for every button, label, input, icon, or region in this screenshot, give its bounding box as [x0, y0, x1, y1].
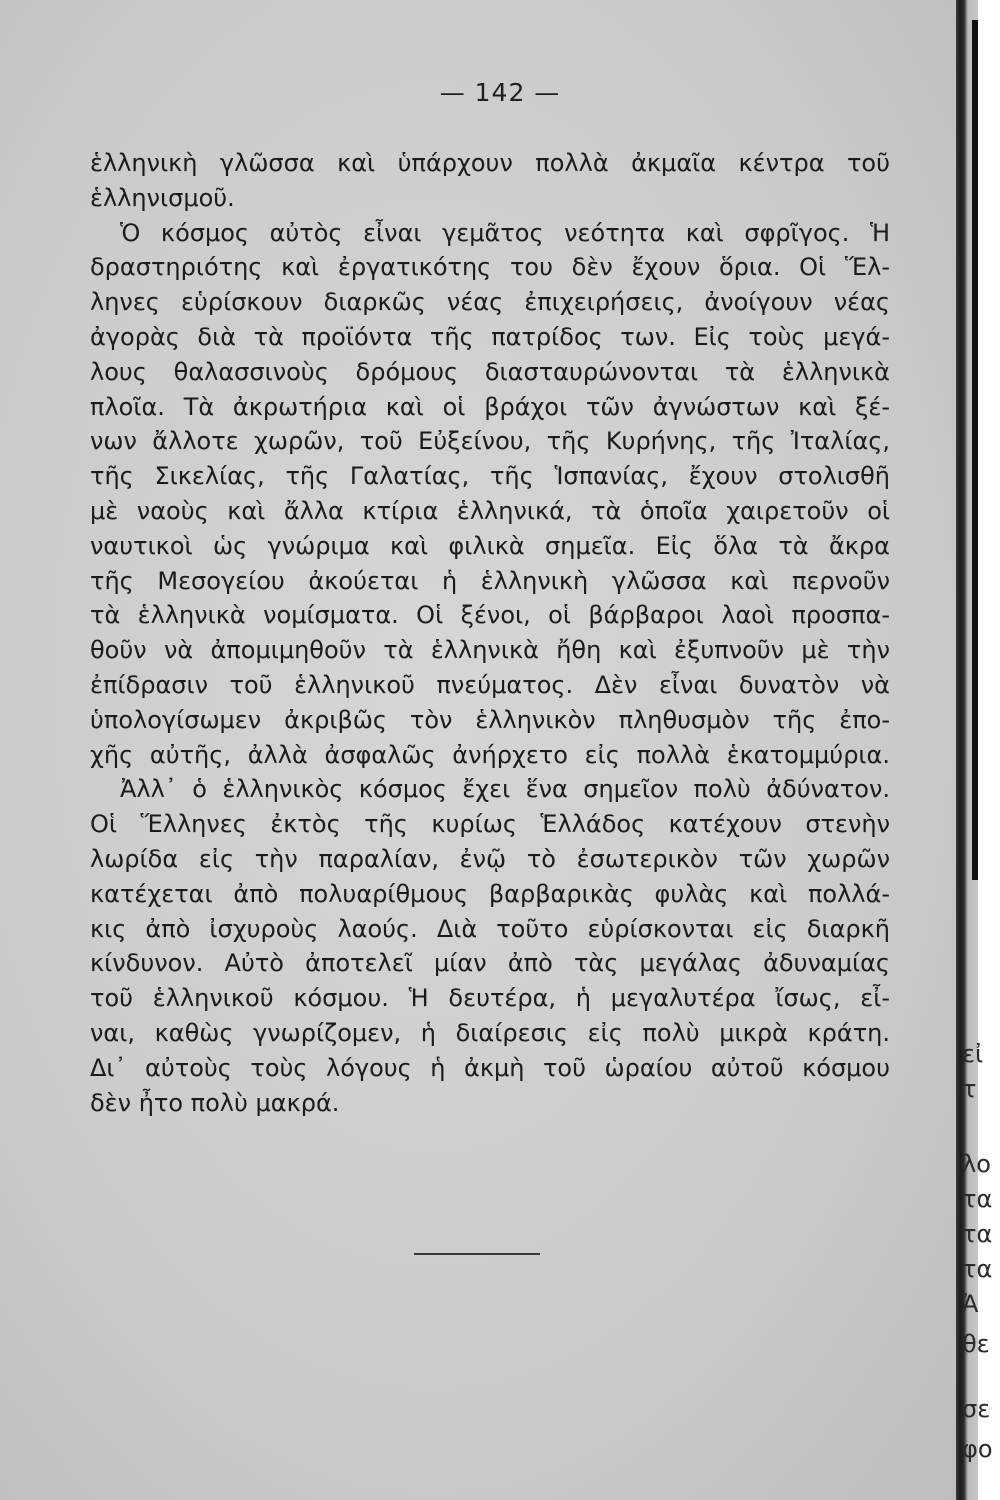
- text-line: κατέχεται ἀπὸ πολυαρίθμους βαρβαρικὰς φυλὰς καὶ πολλά-: [90, 879, 890, 908]
- text-line: θοῦν νὰ ἀπομιμηθοῦν τὰ ἑλληνικὰ ἤθη καὶ ἐξυπνοῦν μὲ τὴν: [90, 636, 890, 665]
- edge-letter: θε: [962, 1330, 990, 1358]
- text-line: ἐπίδρασιν τοῦ ἑλληνικοῦ πνεύματος. Δὲν εἶναι δυνατὸν νὰ: [90, 670, 890, 699]
- body-text: [90, 146, 890, 1120]
- edge-letter: τα: [962, 1255, 993, 1283]
- text-line: Οἱ Ἕλληνες ἐκτὸς τῆς κυρίως Ἑλλάδος κατέχουν στενὴν: [90, 810, 890, 839]
- text-line: ἀγορὰς διὰ τὰ προϊόντα τῆς πατρίδος των. Εἰς τοὺς μεγά-: [90, 322, 890, 351]
- text-line: κίνδυνον. Αὐτὸ ἀποτελεῖ μίαν ἀπὸ τὰς μεγάλας ἀδυναμίας: [90, 949, 890, 978]
- edge-letter: λο: [962, 1150, 991, 1178]
- text-line: λωρίδα εἰς τὴν παραλίαν, ἐνῷ τὸ ἐσωτερικὸν τῶν χωρῶν: [90, 844, 890, 873]
- text-line: μὲ ναοὺς καὶ ἄλλα κτίρια ἑλληνικά, τὰ ὁποῖα χαιρετοῦν οἱ: [90, 496, 890, 525]
- edge-letter: τ: [962, 1075, 977, 1103]
- end-rule: [414, 1253, 540, 1255]
- page-number: — 142 —: [439, 78, 561, 107]
- text-line: τοῦ ἑλληνικοῦ κόσμου. Ἡ δευτέρα, ἡ μεγαλυτέρα ἴσως, εἶ-: [90, 984, 890, 1013]
- text-line: Δι᾿ αὐτοὺς τοὺς λόγους ἡ ἀκμὴ τοῦ ὡραίου αὐτοῦ κόσμου: [90, 1053, 890, 1082]
- edge-letter: τα: [962, 1185, 993, 1213]
- text-line: Ὁ κόσμος αὐτὸς εἶναι γεμᾶτος νεότητα καὶ σφρῖγος. Ἡ: [120, 218, 890, 247]
- text-line: ναυτικοὶ ὡς γνώριμα καὶ φιλικὰ σημεῖα. Εἰς ὅλα τὰ ἄκρα: [90, 531, 890, 560]
- text-line: κις ἀπὸ ἰσχυροὺς λαούς. Διὰ τοῦτο εὑρίσκονται εἰς διαρκῆ: [90, 914, 890, 943]
- edge-letter: Ἀ: [962, 1290, 979, 1318]
- text-line: ἑλληνισμοῦ.: [90, 183, 235, 212]
- edge-shadow: [972, 20, 978, 880]
- edge-letter: εἰ: [962, 1040, 984, 1068]
- edge-letter: σε: [962, 1395, 991, 1423]
- text-line: δραστηριότης καὶ ἐργατικότης του δὲν ἔχουν ὅρια. Οἱ Ἕλ-: [90, 253, 890, 282]
- text-line: ἑλληνικὴ γλῶσσα καὶ ὑπάρχουν πολλὰ ἀκμαῖα κέντρα τοῦ: [90, 149, 890, 177]
- text-line: λους θαλασσινοὺς δρόμους διασταυρώνονται τὰ ἑλληνικὰ: [90, 357, 890, 386]
- adjacent-page-edge: [956, 0, 993, 1500]
- text-line: Ἀλλ᾿ ὁ ἑλληνικὸς κόσμος ἔχει ἕνα σημεῖον πολὺ ἀδύνατον.: [120, 775, 890, 804]
- text-line: ναι, καθὼς γνωρίζομεν, ἡ διαίρεσις εἰς πολὺ μικρὰ κράτη.: [90, 1018, 890, 1047]
- text-line: νων ἄλλοτε χωρῶν, τοῦ Εὐξείνου, τῆς Κυρήνης, τῆς Ἰταλίας,: [90, 427, 890, 456]
- text-line: ληνες εὑρίσκουν διαρκῶς νέας ἐπιχειρήσεις, ἀνοίγουν νέας: [90, 288, 890, 317]
- text-line: ὑπολογίσωμεν ἀκριβῶς τὸν ἑλληνικὸν πληθυσμὸν τῆς ἐπο-: [90, 705, 890, 734]
- edge-letter: φο: [962, 1435, 993, 1463]
- text-line: δὲν ἦτο πολὺ μακρά.: [90, 1088, 340, 1117]
- edge-letter: τα: [962, 1220, 993, 1248]
- text-line: τὰ ἑλληνικὰ νομίσματα. Οἱ ξένοι, οἱ βάρβαροι λαοὶ προσπα-: [90, 601, 890, 630]
- text-line: τῆς Μεσογείου ἀκούεται ἡ ἑλληνικὴ γλῶσσα καὶ περνοῦν: [90, 566, 890, 595]
- text-line: πλοῖα. Τὰ ἀκρωτήρια καὶ οἱ βράχοι τῶν ἀγνώστων καὶ ξέ-: [90, 392, 890, 421]
- text-line: τῆς Σικελίας, τῆς Γαλατίας, τῆς Ἱσπανίας, ἔχουν στολισθῆ: [90, 462, 890, 491]
- text-line: χῆς αὐτῆς, ἀλλὰ ἀσφαλῶς ἀνήρχετο εἰς πολλὰ ἑκατομμύρια.: [90, 740, 890, 769]
